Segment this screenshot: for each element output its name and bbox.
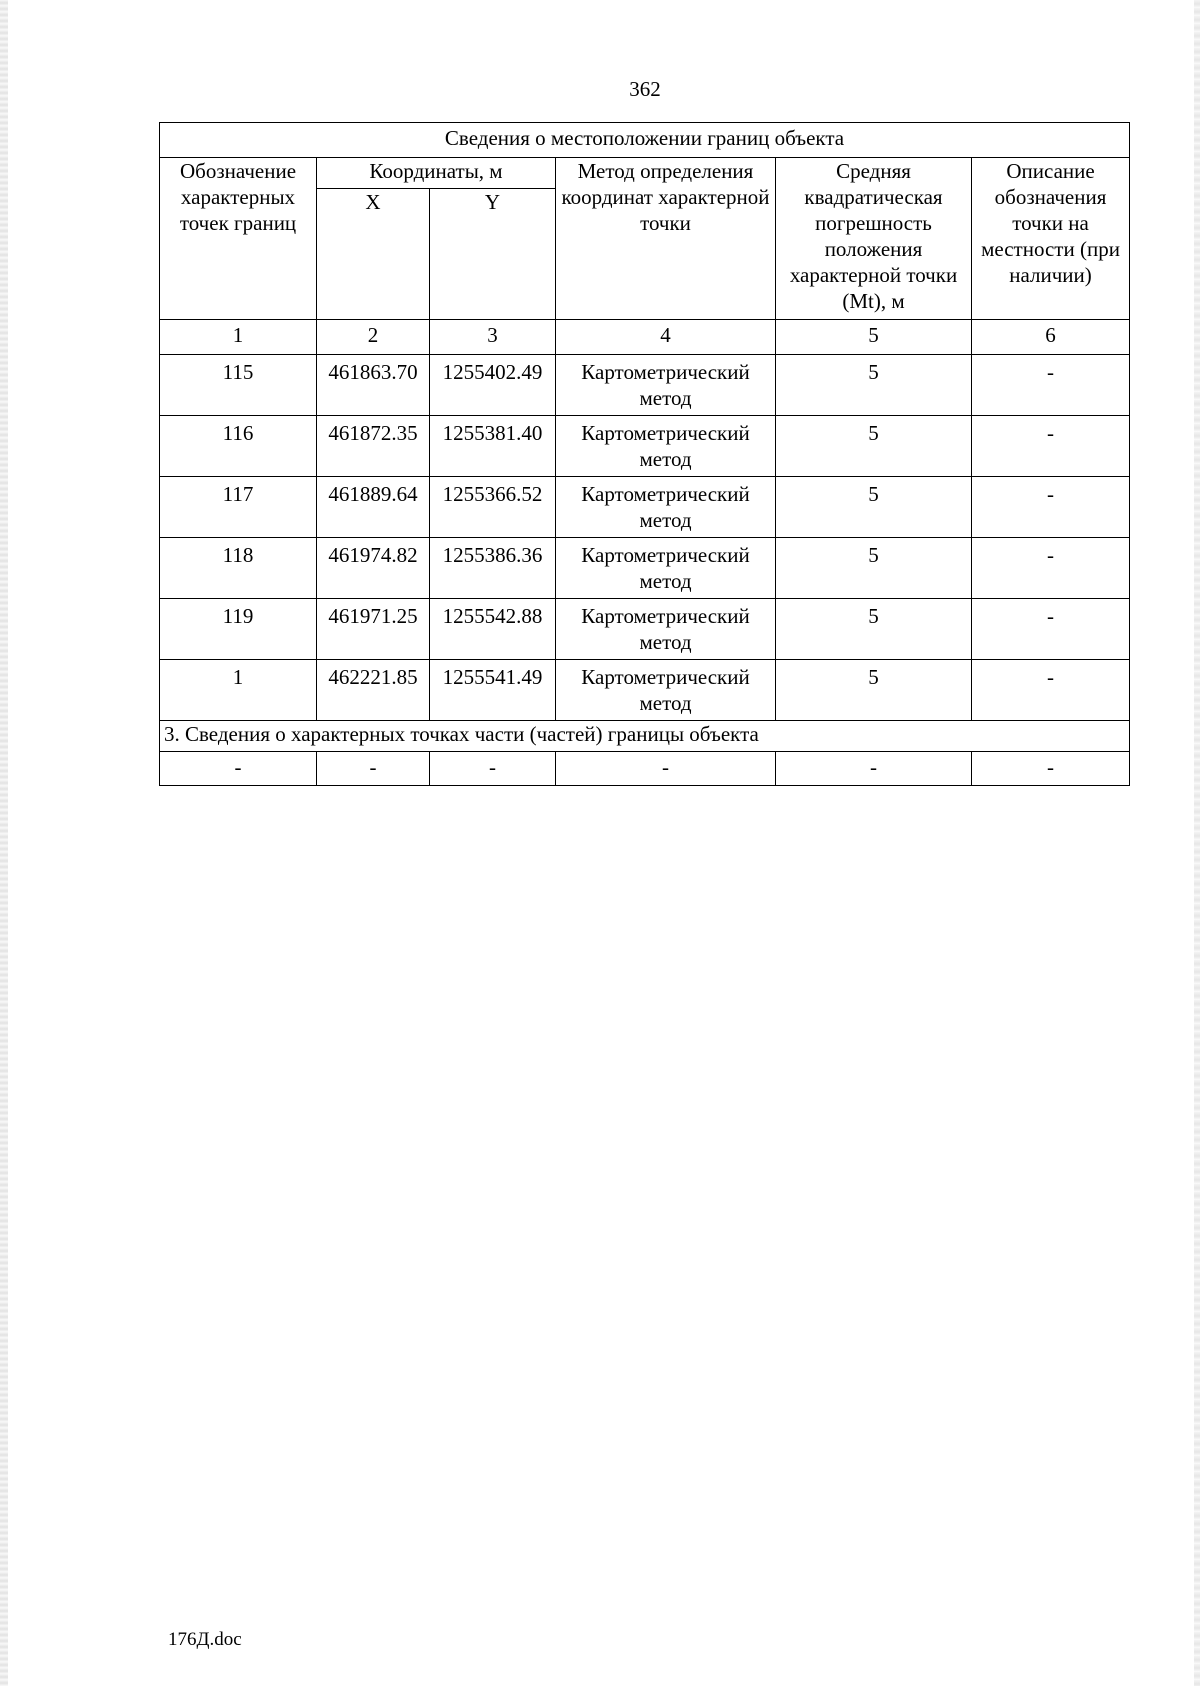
point-id: 117 bbox=[160, 477, 317, 538]
table-row bbox=[160, 355, 1130, 416]
empty-cell: - bbox=[160, 752, 317, 786]
error-value: 5 bbox=[776, 355, 972, 416]
empty-cell: - bbox=[776, 752, 972, 786]
point-id: 118 bbox=[160, 538, 317, 599]
table-title-row bbox=[160, 123, 1130, 158]
table-title: Сведения о местоположении границ объекта bbox=[160, 123, 1130, 158]
coord-x: 461889.64 bbox=[317, 477, 430, 538]
method: Картометрический метод bbox=[556, 355, 776, 416]
table-row bbox=[160, 599, 1130, 660]
method: Картометрический метод bbox=[556, 660, 776, 721]
column-number-row bbox=[160, 320, 1130, 355]
error-value: 5 bbox=[776, 538, 972, 599]
coord-y: 1255541.49 bbox=[430, 660, 556, 721]
method: Картометрический метод bbox=[556, 538, 776, 599]
coord-y: 1255542.88 bbox=[430, 599, 556, 660]
table-row bbox=[160, 477, 1130, 538]
boundary-coordinates-table bbox=[159, 122, 1130, 786]
coord-x: 461872.35 bbox=[317, 416, 430, 477]
column-number: 5 bbox=[776, 320, 972, 355]
document-filename: 176Д.doc bbox=[168, 1629, 242, 1650]
error-value: 5 bbox=[776, 599, 972, 660]
error-value: 5 bbox=[776, 477, 972, 538]
column-number: 6 bbox=[972, 320, 1130, 355]
error-value: 5 bbox=[776, 660, 972, 721]
empty-cell: - bbox=[430, 752, 556, 786]
coord-y: 1255402.49 bbox=[430, 355, 556, 416]
scan-edge-right bbox=[1194, 0, 1200, 1686]
point-id: 119 bbox=[160, 599, 317, 660]
coord-x: 461974.82 bbox=[317, 538, 430, 599]
table-row bbox=[160, 538, 1130, 599]
point-id: 1 bbox=[160, 660, 317, 721]
section-3-row bbox=[160, 721, 1130, 752]
method: Картометрический метод bbox=[556, 599, 776, 660]
description: - bbox=[972, 416, 1130, 477]
table-row bbox=[160, 660, 1130, 721]
page-number: 362 bbox=[629, 77, 661, 101]
point-id: 115 bbox=[160, 355, 317, 416]
header-coordinates: Координаты, м bbox=[317, 158, 556, 189]
coord-x: 461863.70 bbox=[317, 355, 430, 416]
method: Картометрический метод bbox=[556, 477, 776, 538]
coord-x: 461971.25 bbox=[317, 599, 430, 660]
scan-edge-left bbox=[0, 0, 8, 1686]
description: - bbox=[972, 355, 1130, 416]
column-number: 2 bbox=[317, 320, 430, 355]
point-id: 116 bbox=[160, 416, 317, 477]
column-number: 3 bbox=[430, 320, 556, 355]
header-description: Описание обозначения точки на местности (при наличии) bbox=[972, 158, 1130, 320]
empty-cell: - bbox=[556, 752, 776, 786]
header-y: Y bbox=[430, 189, 556, 320]
header-row bbox=[160, 158, 1130, 189]
column-number: 1 bbox=[160, 320, 317, 355]
column-number: 4 bbox=[556, 320, 776, 355]
section-3-title: 3. Сведения о характерных точках части (частей) границы объекта bbox=[160, 721, 1130, 752]
coord-y: 1255366.52 bbox=[430, 477, 556, 538]
empty-cell: - bbox=[317, 752, 430, 786]
coord-y: 1255381.40 bbox=[430, 416, 556, 477]
coord-y: 1255386.36 bbox=[430, 538, 556, 599]
header-error: Средняя квадратическая погрешность положения характерной точки (Mt), м bbox=[776, 158, 972, 320]
header-point: Обозначение характерных точек границ bbox=[160, 158, 317, 320]
error-value: 5 bbox=[776, 416, 972, 477]
description: - bbox=[972, 538, 1130, 599]
description: - bbox=[972, 477, 1130, 538]
table-row bbox=[160, 416, 1130, 477]
header-method: Метод определения координат характерной точки bbox=[556, 158, 776, 320]
empty-row bbox=[160, 752, 1130, 786]
empty-cell: - bbox=[972, 752, 1130, 786]
header-x: X bbox=[317, 189, 430, 320]
coord-x: 462221.85 bbox=[317, 660, 430, 721]
description: - bbox=[972, 599, 1130, 660]
method: Картометрический метод bbox=[556, 416, 776, 477]
description: - bbox=[972, 660, 1130, 721]
